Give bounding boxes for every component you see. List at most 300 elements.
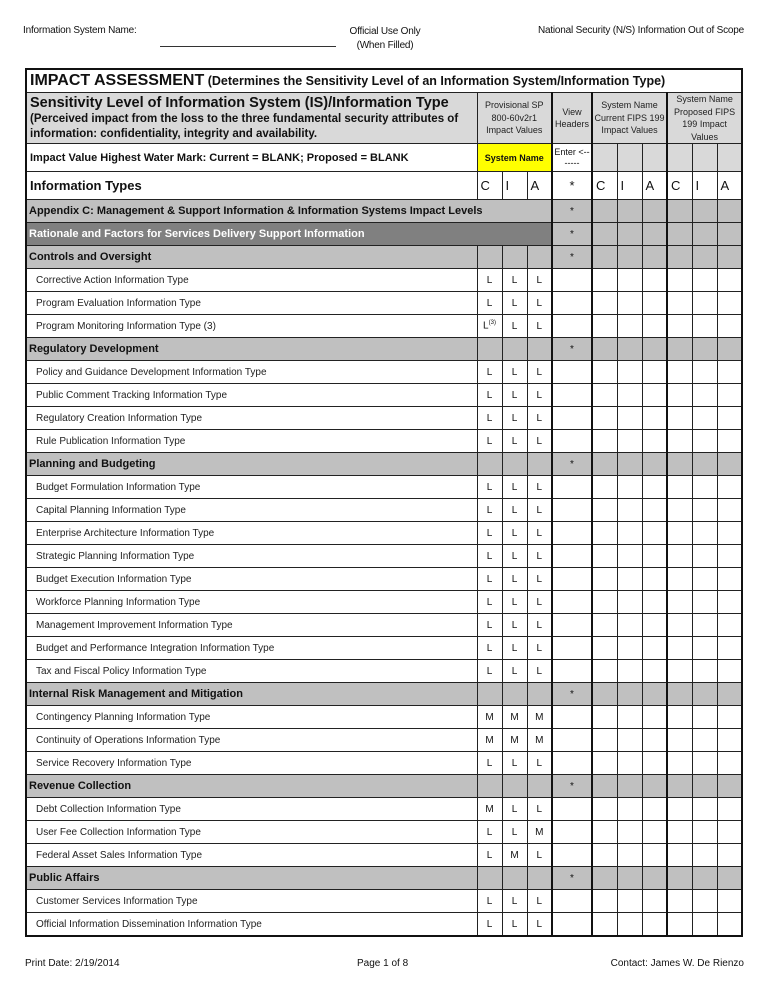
info-type-name: Management Improvement Information Type bbox=[26, 614, 477, 637]
value-c: L bbox=[477, 407, 502, 430]
current-a-cell[interactable] bbox=[642, 522, 667, 545]
proposed-a-cell[interactable] bbox=[717, 499, 742, 522]
current-a-cell[interactable] bbox=[642, 568, 667, 591]
current-a-cell[interactable] bbox=[642, 890, 667, 913]
info-type-name: Continuity of Operations Information Type bbox=[26, 729, 477, 752]
current-a-cell[interactable] bbox=[642, 729, 667, 752]
value-c: M bbox=[477, 706, 502, 729]
proposed-c-cell[interactable] bbox=[667, 499, 692, 522]
section-title: Revenue Collection bbox=[26, 775, 477, 798]
sensitivity-title: Sensitivity Level of Information System (IS)/Information Type bbox=[30, 94, 449, 111]
view-cell[interactable] bbox=[552, 614, 592, 637]
proposed-c-cell[interactable] bbox=[667, 821, 692, 844]
info-type-name: Workforce Planning Information Type bbox=[26, 591, 477, 614]
section-star: * bbox=[552, 200, 592, 223]
view-cell[interactable] bbox=[552, 568, 592, 591]
view-cell[interactable] bbox=[552, 407, 592, 430]
proposed-a-cell[interactable] bbox=[717, 568, 742, 591]
current-c-cell[interactable] bbox=[592, 499, 617, 522]
value-i: L bbox=[502, 545, 527, 568]
proposed-c-cell[interactable] bbox=[667, 292, 692, 315]
current-i-cell[interactable] bbox=[617, 844, 642, 867]
proposed-c-cell[interactable] bbox=[667, 637, 692, 660]
current-i-cell[interactable] bbox=[617, 476, 642, 499]
proposed-a-cell[interactable] bbox=[717, 315, 742, 338]
value-i: L bbox=[502, 407, 527, 430]
col-a: A bbox=[527, 172, 552, 200]
proposed-a-cell[interactable] bbox=[717, 476, 742, 499]
current-a-cell[interactable] bbox=[642, 913, 667, 937]
proposed-i-cell[interactable] bbox=[692, 752, 717, 775]
proposed-a-cell[interactable] bbox=[717, 752, 742, 775]
proposed-c-cell[interactable] bbox=[667, 706, 692, 729]
proposed-i-cell[interactable] bbox=[692, 706, 717, 729]
table-subtitle: (Determines the Sensitivity Level of an Information System/Information Type) bbox=[204, 74, 666, 88]
info-type-name: Public Comment Tracking Information Type bbox=[26, 384, 477, 407]
proposed-i-cell[interactable] bbox=[692, 499, 717, 522]
proposed-i-cell[interactable] bbox=[692, 821, 717, 844]
current-c-cell[interactable] bbox=[592, 821, 617, 844]
proposed-c-cell[interactable] bbox=[667, 614, 692, 637]
value-a: L bbox=[527, 614, 552, 637]
view-cell[interactable] bbox=[552, 499, 592, 522]
table-row bbox=[26, 844, 742, 867]
proposed-c-cell[interactable] bbox=[667, 591, 692, 614]
proposed-a-cell[interactable] bbox=[717, 430, 742, 453]
current-c-cell[interactable] bbox=[592, 522, 617, 545]
view-cell[interactable] bbox=[552, 729, 592, 752]
view-cell[interactable] bbox=[552, 706, 592, 729]
current-a-cell[interactable] bbox=[642, 361, 667, 384]
col-star: * bbox=[552, 172, 592, 200]
current-c-cell[interactable] bbox=[592, 407, 617, 430]
info-type-name: Budget Execution Information Type bbox=[26, 568, 477, 591]
provisional-header: Provisional SP 800-60v2r1 Impact Values bbox=[477, 93, 552, 144]
proposed-c-cell[interactable] bbox=[667, 384, 692, 407]
current-i-cell[interactable] bbox=[617, 591, 642, 614]
section-title: Planning and Budgeting bbox=[26, 453, 477, 476]
proposed-a-cell[interactable] bbox=[717, 591, 742, 614]
value-i: L bbox=[502, 384, 527, 407]
table-row bbox=[26, 430, 742, 453]
footnote-marker: (3) bbox=[488, 320, 496, 327]
info-type-name: Official Information Dissemination Information Type bbox=[26, 913, 477, 937]
table-row bbox=[26, 361, 742, 384]
value-c: M bbox=[477, 798, 502, 821]
information-types-header-row bbox=[26, 172, 742, 200]
impact-water-mark-row bbox=[26, 144, 742, 172]
view-cell[interactable] bbox=[552, 269, 592, 292]
current-c-cell[interactable] bbox=[592, 568, 617, 591]
current-a-input[interactable] bbox=[642, 144, 667, 172]
current-i-cell[interactable] bbox=[617, 430, 642, 453]
impact-water-mark: Impact Value Highest Water Mark: Current = BLANK; Proposed = BLANK bbox=[26, 144, 477, 172]
proposed-a-cell[interactable] bbox=[717, 913, 742, 937]
proposed-c-cell[interactable] bbox=[667, 890, 692, 913]
system-name-label: Information System Name: bbox=[23, 25, 137, 36]
proposed-i-cell[interactable] bbox=[692, 637, 717, 660]
value-a: L bbox=[527, 361, 552, 384]
col-current-a: A bbox=[642, 172, 667, 200]
current-c-input[interactable] bbox=[592, 144, 617, 172]
table-row bbox=[26, 637, 742, 660]
proposed-i-cell[interactable] bbox=[692, 430, 717, 453]
view-cell[interactable] bbox=[552, 591, 592, 614]
section-title: Regulatory Development bbox=[26, 338, 477, 361]
value-c: L bbox=[477, 568, 502, 591]
section-star: * bbox=[552, 775, 592, 798]
current-i-cell[interactable] bbox=[617, 821, 642, 844]
proposed-i-cell[interactable] bbox=[692, 407, 717, 430]
current-fips-header: System Name Current FIPS 199 Impact Values bbox=[592, 93, 667, 144]
value-c: L bbox=[477, 361, 502, 384]
proposed-i-cell[interactable] bbox=[692, 614, 717, 637]
proposed-c-cell[interactable] bbox=[667, 660, 692, 683]
current-a-cell[interactable] bbox=[642, 591, 667, 614]
value-a: L bbox=[527, 660, 552, 683]
value-a: L bbox=[527, 430, 552, 453]
table-row bbox=[26, 821, 742, 844]
current-c-cell[interactable] bbox=[592, 660, 617, 683]
section-title: Public Affairs bbox=[26, 867, 477, 890]
col-i: I bbox=[502, 172, 527, 200]
current-i-cell[interactable] bbox=[617, 269, 642, 292]
value-i: L bbox=[502, 361, 527, 384]
proposed-c-cell[interactable] bbox=[667, 361, 692, 384]
value-c: M bbox=[477, 729, 502, 752]
section-row-risk bbox=[26, 683, 742, 706]
section-row-revenue bbox=[26, 775, 742, 798]
value-a: L bbox=[527, 499, 552, 522]
impact-assessment-table bbox=[25, 68, 743, 937]
view-cell[interactable] bbox=[552, 292, 592, 315]
proposed-fips-header: System Name Proposed FIPS 199 Impact Values bbox=[667, 93, 742, 144]
proposed-i-cell[interactable] bbox=[692, 591, 717, 614]
proposed-i-cell[interactable] bbox=[692, 384, 717, 407]
current-i-cell[interactable] bbox=[617, 660, 642, 683]
current-a-cell[interactable] bbox=[642, 614, 667, 637]
value-a: L bbox=[527, 292, 552, 315]
current-a-cell[interactable] bbox=[642, 798, 667, 821]
proposed-i-cell[interactable] bbox=[692, 315, 717, 338]
value-i: L bbox=[502, 752, 527, 775]
value-c: $L^{(3)}$ bbox=[477, 315, 502, 338]
section-title: Internal Risk Management and Mitigation bbox=[26, 683, 477, 706]
proposed-c-cell[interactable] bbox=[667, 269, 692, 292]
proposed-i-cell[interactable] bbox=[692, 568, 717, 591]
sensitivity-description: (Perceived impact from the loss to the three fundamental security attributes of information: confidentiality, integrity and availability. bbox=[30, 112, 459, 140]
value-i: L bbox=[502, 568, 527, 591]
table-title: IMPACT ASSESSMENT bbox=[30, 72, 205, 89]
proposed-c-cell[interactable] bbox=[667, 844, 692, 867]
value-c: L bbox=[477, 752, 502, 775]
proposed-a-cell[interactable] bbox=[717, 361, 742, 384]
view-cell[interactable] bbox=[552, 315, 592, 338]
view-cell[interactable] bbox=[552, 476, 592, 499]
proposed-a-cell[interactable] bbox=[717, 660, 742, 683]
value-i: M bbox=[502, 706, 527, 729]
current-i-cell[interactable] bbox=[617, 499, 642, 522]
proposed-i-cell[interactable] bbox=[692, 476, 717, 499]
current-i-cell[interactable] bbox=[617, 545, 642, 568]
value-a: M bbox=[527, 821, 552, 844]
info-type-name: Federal Asset Sales Information Type bbox=[26, 844, 477, 867]
proposed-c-input[interactable] bbox=[667, 144, 692, 172]
current-i-cell[interactable] bbox=[617, 637, 642, 660]
value-c: L bbox=[477, 384, 502, 407]
info-type-name: Program Evaluation Information Type bbox=[26, 292, 477, 315]
proposed-c-cell[interactable] bbox=[667, 729, 692, 752]
proposed-i-cell[interactable] bbox=[692, 660, 717, 683]
current-i-cell[interactable] bbox=[617, 384, 642, 407]
current-i-cell[interactable] bbox=[617, 752, 642, 775]
section-title: Rationale and Factors for Services Delivery Support Information bbox=[26, 223, 552, 246]
proposed-a-cell[interactable] bbox=[717, 269, 742, 292]
section-star: * bbox=[552, 453, 592, 476]
view-cell[interactable] bbox=[552, 384, 592, 407]
current-c-cell[interactable] bbox=[592, 729, 617, 752]
info-type-name: Capital Planning Information Type bbox=[26, 499, 477, 522]
proposed-a-input[interactable] bbox=[717, 144, 742, 172]
value-i: L bbox=[502, 637, 527, 660]
info-type-name: Customer Services Information Type bbox=[26, 890, 477, 913]
view-cell[interactable] bbox=[552, 913, 592, 937]
value-a: L bbox=[527, 637, 552, 660]
proposed-c-cell[interactable] bbox=[667, 430, 692, 453]
current-a-cell[interactable] bbox=[642, 315, 667, 338]
current-c-cell[interactable] bbox=[592, 269, 617, 292]
current-c-cell[interactable] bbox=[592, 591, 617, 614]
proposed-i-cell[interactable] bbox=[692, 844, 717, 867]
proposed-a-cell[interactable] bbox=[717, 844, 742, 867]
section-title: Appendix C: Management & Support Information & Information Systems Impact Levels bbox=[26, 200, 552, 223]
section-row-regulatory bbox=[26, 338, 742, 361]
value-c: L bbox=[477, 545, 502, 568]
proposed-a-cell[interactable] bbox=[717, 637, 742, 660]
proposed-i-cell[interactable] bbox=[692, 729, 717, 752]
table-row bbox=[26, 407, 742, 430]
current-c-cell[interactable] bbox=[592, 430, 617, 453]
value-c: L bbox=[477, 637, 502, 660]
proposed-a-cell[interactable] bbox=[717, 821, 742, 844]
view-cell[interactable] bbox=[552, 798, 592, 821]
current-a-cell[interactable] bbox=[642, 660, 667, 683]
value-i: M bbox=[502, 844, 527, 867]
current-i-input[interactable] bbox=[617, 144, 642, 172]
current-a-cell[interactable] bbox=[642, 752, 667, 775]
proposed-c-cell[interactable] bbox=[667, 752, 692, 775]
current-a-cell[interactable] bbox=[642, 292, 667, 315]
current-i-cell[interactable] bbox=[617, 292, 642, 315]
current-c-cell[interactable] bbox=[592, 361, 617, 384]
col-proposed-i: I bbox=[692, 172, 717, 200]
value-i: M bbox=[502, 729, 527, 752]
proposed-c-cell[interactable] bbox=[667, 545, 692, 568]
proposed-c-cell[interactable] bbox=[667, 315, 692, 338]
proposed-a-cell[interactable] bbox=[717, 706, 742, 729]
view-cell[interactable] bbox=[552, 361, 592, 384]
info-type-name: Debt Collection Information Type bbox=[26, 798, 477, 821]
proposed-a-cell[interactable] bbox=[717, 798, 742, 821]
current-c-cell[interactable] bbox=[592, 315, 617, 338]
value-i: L bbox=[502, 660, 527, 683]
sensitivity-row bbox=[26, 93, 742, 144]
system-name-field[interactable] bbox=[160, 36, 336, 47]
value-a: M bbox=[527, 729, 552, 752]
col-current-c: C bbox=[592, 172, 617, 200]
proposed-a-cell[interactable] bbox=[717, 407, 742, 430]
section-row-planning bbox=[26, 453, 742, 476]
table-row bbox=[26, 269, 742, 292]
value-i: L bbox=[502, 798, 527, 821]
value-c: L bbox=[477, 476, 502, 499]
section-star: * bbox=[552, 223, 592, 246]
current-i-cell[interactable] bbox=[617, 407, 642, 430]
current-i-cell[interactable] bbox=[617, 522, 642, 545]
view-cell[interactable] bbox=[552, 545, 592, 568]
current-i-cell[interactable] bbox=[617, 706, 642, 729]
value-c: L bbox=[477, 614, 502, 637]
proposed-i-cell[interactable] bbox=[692, 292, 717, 315]
current-a-cell[interactable] bbox=[642, 545, 667, 568]
section-star: * bbox=[552, 867, 592, 890]
value-c: L bbox=[477, 660, 502, 683]
col-current-i: I bbox=[617, 172, 642, 200]
scope-note: National Security (N/S) Information Out of Scope bbox=[537, 25, 744, 36]
view-cell[interactable] bbox=[552, 752, 592, 775]
current-a-cell[interactable] bbox=[642, 844, 667, 867]
value-c: L bbox=[477, 430, 502, 453]
current-i-cell[interactable] bbox=[617, 614, 642, 637]
proposed-c-cell[interactable] bbox=[667, 913, 692, 937]
current-a-cell[interactable] bbox=[642, 430, 667, 453]
current-i-cell[interactable] bbox=[617, 890, 642, 913]
info-type-name: Corrective Action Information Type bbox=[26, 269, 477, 292]
table-row bbox=[26, 890, 742, 913]
proposed-i-input[interactable] bbox=[692, 144, 717, 172]
proposed-a-cell[interactable] bbox=[717, 545, 742, 568]
current-c-cell[interactable] bbox=[592, 614, 617, 637]
current-c-cell[interactable] bbox=[592, 752, 617, 775]
section-row-controls bbox=[26, 246, 742, 269]
current-c-cell[interactable] bbox=[592, 706, 617, 729]
current-i-cell[interactable] bbox=[617, 798, 642, 821]
proposed-a-cell[interactable] bbox=[717, 522, 742, 545]
proposed-c-cell[interactable] bbox=[667, 798, 692, 821]
proposed-i-cell[interactable] bbox=[692, 269, 717, 292]
current-a-cell[interactable] bbox=[642, 499, 667, 522]
info-type-name: Program Monitoring Information Type (3) bbox=[26, 315, 477, 338]
proposed-i-cell[interactable] bbox=[692, 798, 717, 821]
current-i-cell[interactable] bbox=[617, 729, 642, 752]
proposed-a-cell[interactable] bbox=[717, 729, 742, 752]
current-i-cell[interactable] bbox=[617, 568, 642, 591]
info-type-name: Policy and Guidance Development Information Type bbox=[26, 361, 477, 384]
current-i-cell[interactable] bbox=[617, 913, 642, 937]
view-cell[interactable] bbox=[552, 890, 592, 913]
current-a-cell[interactable] bbox=[642, 706, 667, 729]
proposed-c-cell[interactable] bbox=[667, 407, 692, 430]
current-a-cell[interactable] bbox=[642, 384, 667, 407]
view-cell[interactable] bbox=[552, 637, 592, 660]
current-c-cell[interactable] bbox=[592, 476, 617, 499]
current-a-cell[interactable] bbox=[642, 821, 667, 844]
table-row bbox=[26, 729, 742, 752]
proposed-a-cell[interactable] bbox=[717, 890, 742, 913]
value-i: L bbox=[502, 315, 527, 338]
section-title: Controls and Oversight bbox=[26, 246, 477, 269]
proposed-a-cell[interactable] bbox=[717, 614, 742, 637]
current-c-cell[interactable] bbox=[592, 913, 617, 937]
system-name-cell[interactable]: System Name bbox=[477, 144, 552, 172]
proposed-c-cell[interactable] bbox=[667, 568, 692, 591]
table-row bbox=[26, 522, 742, 545]
info-type-name: Service Recovery Information Type bbox=[26, 752, 477, 775]
view-cell[interactable] bbox=[552, 844, 592, 867]
info-type-name: Contingency Planning Information Type bbox=[26, 706, 477, 729]
current-c-cell[interactable] bbox=[592, 292, 617, 315]
info-type-name: Budget and Performance Integration Information Type bbox=[26, 637, 477, 660]
proposed-a-cell[interactable] bbox=[717, 384, 742, 407]
proposed-i-cell[interactable] bbox=[692, 545, 717, 568]
info-type-name: Rule Publication Information Type bbox=[26, 430, 477, 453]
table-row bbox=[26, 591, 742, 614]
value-c: L bbox=[477, 890, 502, 913]
value-a: L bbox=[527, 798, 552, 821]
value-a: L bbox=[527, 890, 552, 913]
table-row bbox=[26, 798, 742, 821]
current-a-cell[interactable] bbox=[642, 269, 667, 292]
current-c-cell[interactable] bbox=[592, 637, 617, 660]
proposed-a-cell[interactable] bbox=[717, 292, 742, 315]
current-i-cell[interactable] bbox=[617, 315, 642, 338]
current-c-cell[interactable] bbox=[592, 545, 617, 568]
view-cell[interactable] bbox=[552, 430, 592, 453]
current-a-cell[interactable] bbox=[642, 637, 667, 660]
current-a-cell[interactable] bbox=[642, 476, 667, 499]
table-row bbox=[26, 499, 742, 522]
proposed-i-cell[interactable] bbox=[692, 522, 717, 545]
proposed-i-cell[interactable] bbox=[692, 890, 717, 913]
proposed-i-cell[interactable] bbox=[692, 913, 717, 937]
enter-cell[interactable]: Enter <------- bbox=[552, 144, 592, 172]
current-a-cell[interactable] bbox=[642, 407, 667, 430]
value-i: L bbox=[502, 913, 527, 937]
value-c: L bbox=[477, 844, 502, 867]
value-i: L bbox=[502, 614, 527, 637]
value-a: L bbox=[527, 522, 552, 545]
value-a: L bbox=[527, 752, 552, 775]
current-i-cell[interactable] bbox=[617, 361, 642, 384]
table-row bbox=[26, 752, 742, 775]
value-c: L bbox=[477, 522, 502, 545]
view-cell[interactable] bbox=[552, 821, 592, 844]
current-c-cell[interactable] bbox=[592, 844, 617, 867]
current-c-cell[interactable] bbox=[592, 890, 617, 913]
proposed-i-cell[interactable] bbox=[692, 361, 717, 384]
proposed-c-cell[interactable] bbox=[667, 476, 692, 499]
contact: Contact: James W. De Rienzo bbox=[610, 958, 744, 969]
view-cell[interactable] bbox=[552, 522, 592, 545]
value-a: M bbox=[527, 706, 552, 729]
view-cell[interactable] bbox=[552, 660, 592, 683]
section-row-public-affairs bbox=[26, 867, 742, 890]
proposed-c-cell[interactable] bbox=[667, 522, 692, 545]
page-number: Page 1 of 8 bbox=[357, 958, 409, 969]
current-c-cell[interactable] bbox=[592, 384, 617, 407]
current-c-cell[interactable] bbox=[592, 798, 617, 821]
value-i: L bbox=[502, 591, 527, 614]
